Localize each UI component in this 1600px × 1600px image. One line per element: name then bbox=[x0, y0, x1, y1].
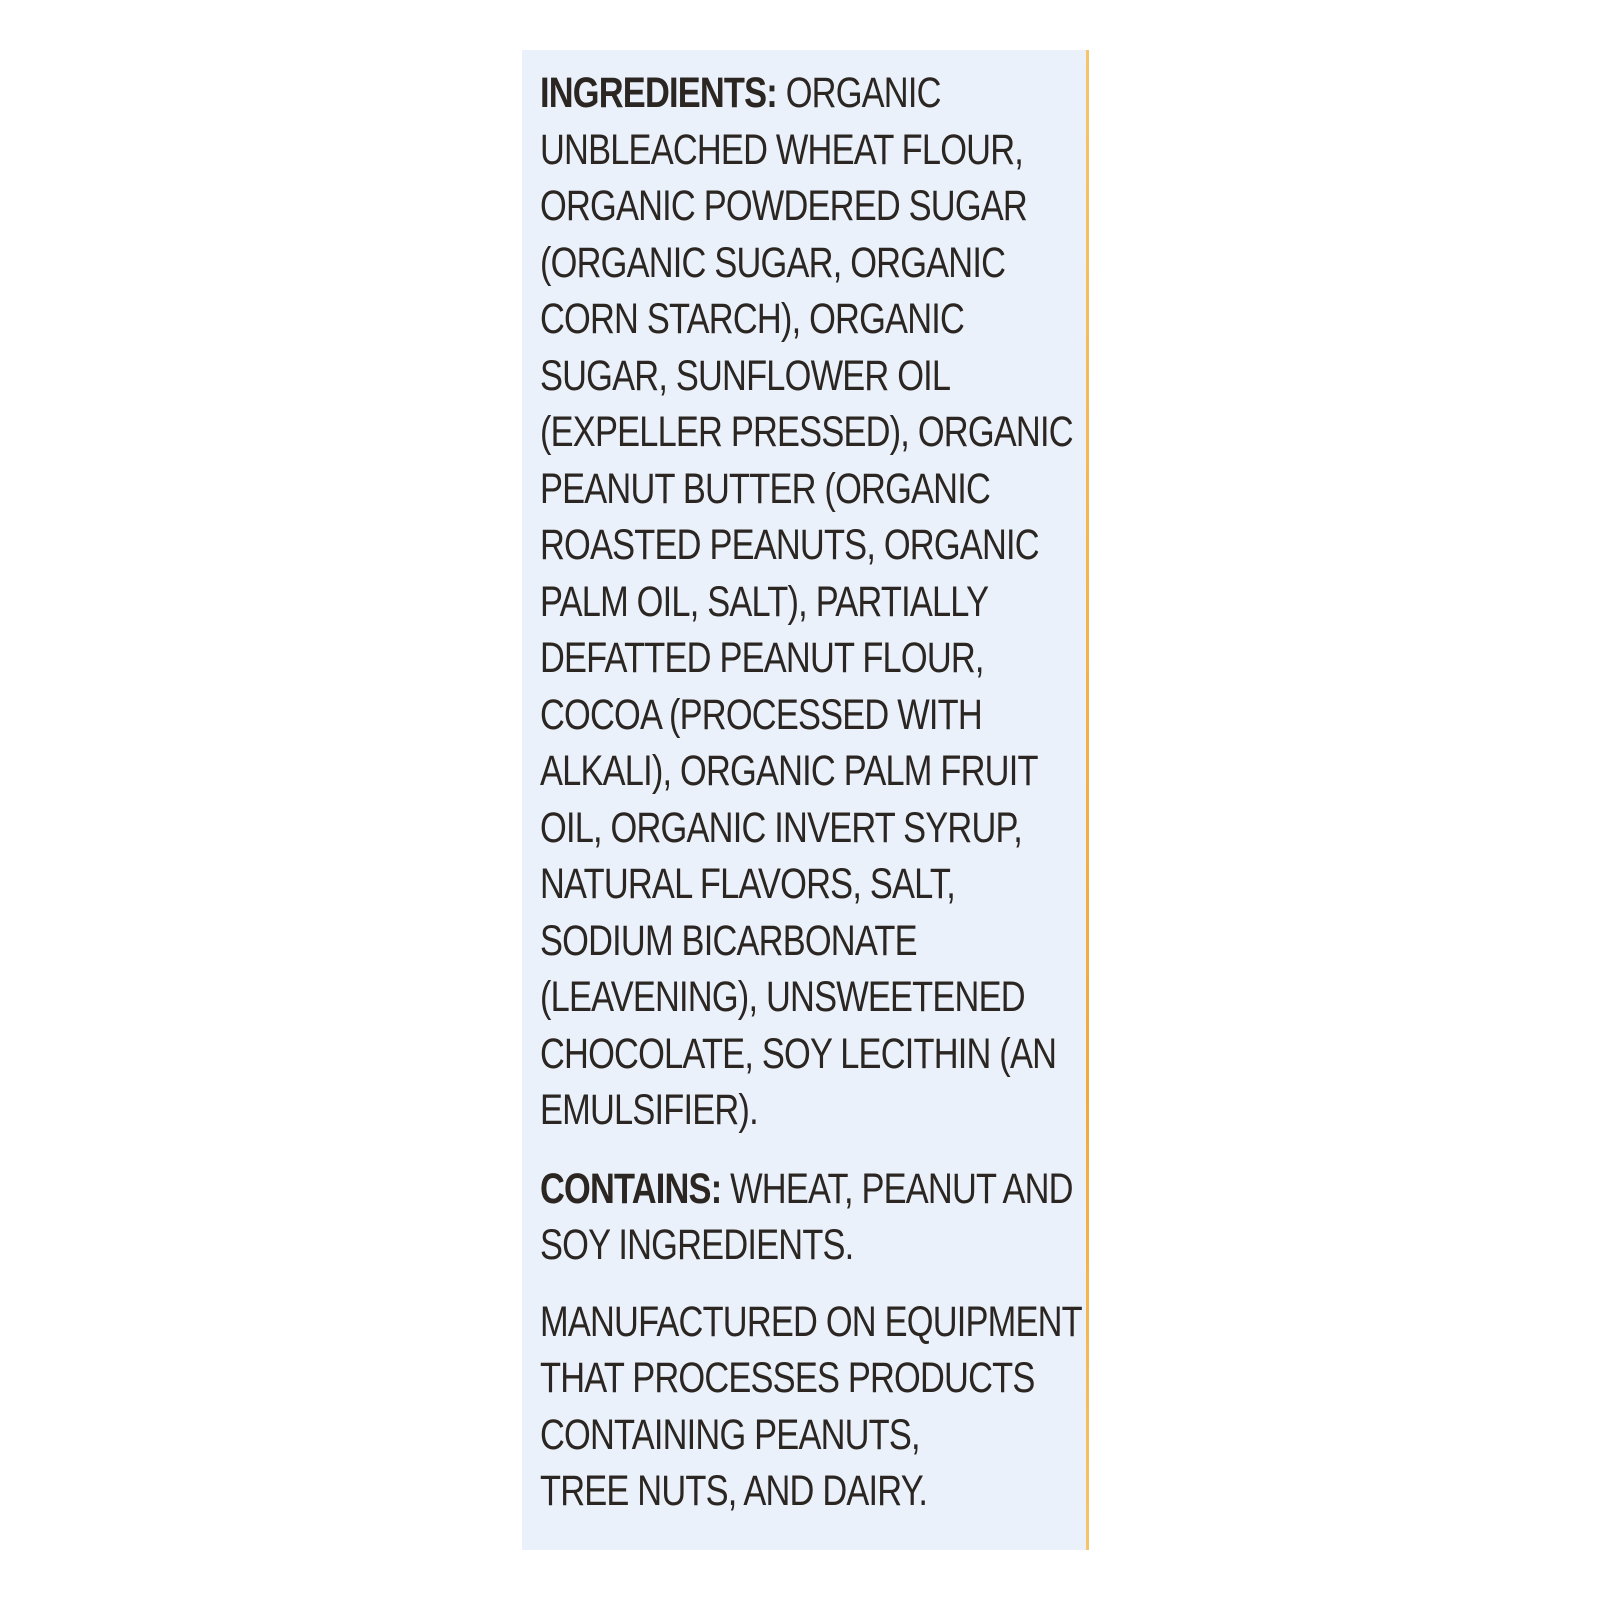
ingredients-line: ALKALI), ORGANIC PALM FRUIT bbox=[540, 747, 1038, 795]
contains-heading: CONTAINS: bbox=[540, 1164, 722, 1213]
contains-line-1 bbox=[540, 1161, 1073, 1218]
ingredients-line: CHOCOLATE, SOY LECITHIN (AN bbox=[540, 1029, 1057, 1078]
ingredients-line: (ORGANIC SUGAR, ORGANIC bbox=[540, 238, 1006, 287]
ingredients-line: OIL, ORGANIC INVERT SYRUP, bbox=[540, 803, 1022, 852]
ingredients-line: CORN STARCH), ORGANIC bbox=[540, 295, 965, 343]
ingredients-line: ORGANIC POWDERED SUGAR bbox=[540, 182, 1027, 230]
manufactured-line: CONTAINING PEANUTS, bbox=[540, 1410, 920, 1459]
ingredients-line: (LEAVENING), UNSWEETENED bbox=[540, 973, 1025, 1021]
ingredients-line: PEANUT BUTTER (ORGANIC bbox=[540, 464, 991, 513]
ingredients-line: EMULSIFIER). bbox=[540, 1086, 758, 1134]
ingredients-line-1 bbox=[540, 65, 972, 122]
contains-line: SOY INGREDIENTS. bbox=[540, 1221, 854, 1269]
ingredients-line: NATURAL FLAVORS, SALT, bbox=[540, 860, 956, 908]
manufactured-line: THAT PROCESSES PRODUCTS bbox=[540, 1354, 1035, 1402]
ingredients-line-text: ORGANIC bbox=[776, 69, 941, 117]
ingredients-line: PALM OIL, SALT), PARTIALLY bbox=[540, 577, 989, 626]
ingredients-line: DEFATTED PEANUT FLOUR, bbox=[540, 634, 984, 682]
manufactured-line: MANUFACTURED ON EQUIPMENT bbox=[540, 1297, 1082, 1346]
contains-line-text: WHEAT, PEANUT AND bbox=[721, 1164, 1073, 1213]
ingredients-heading: INGREDIENTS: bbox=[540, 69, 777, 117]
package-edge-strip bbox=[1086, 50, 1089, 1550]
manufactured-line: TREE NUTS, AND DAIRY. bbox=[540, 1467, 928, 1515]
ingredients-line: SODIUM BICARBONATE bbox=[540, 916, 917, 965]
ingredients-line: (EXPELLER PRESSED), ORGANIC bbox=[540, 408, 1073, 456]
section-spacer bbox=[540, 1139, 1080, 1161]
section-spacer bbox=[540, 1274, 1080, 1294]
ingredients-label-panel bbox=[522, 50, 1086, 1550]
label-text-block bbox=[540, 65, 1080, 1520]
ingredients-line: COCOA (PROCESSED WITH bbox=[540, 690, 982, 739]
ingredients-line: UNBLEACHED WHEAT FLOUR, bbox=[540, 125, 1024, 174]
ingredients-line: ROASTED PEANUTS, ORGANIC bbox=[540, 521, 1039, 569]
ingredients-line: SUGAR, SUNFLOWER OIL bbox=[540, 351, 951, 400]
